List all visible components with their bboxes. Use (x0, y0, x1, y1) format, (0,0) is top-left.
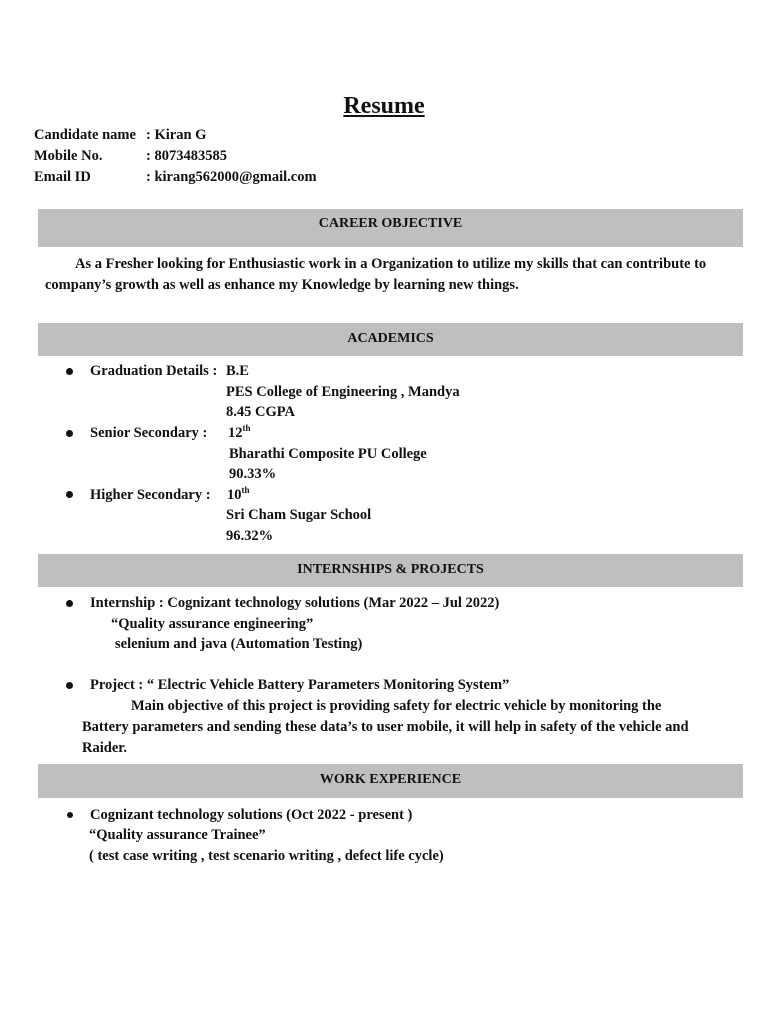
work-duties: ( test case writing , test scenario writing , defect life cycle) (89, 848, 444, 864)
graduation-college: PES College of Engineering , Mandya (226, 384, 460, 400)
work-experience-heading: WORK EXPERIENCE (38, 764, 743, 798)
internship-tech: selenium and java (Automation Testing) (115, 636, 363, 652)
email-label: Email ID (34, 169, 91, 185)
email-value: : kirang562000@gmail.com (146, 169, 317, 185)
internship-line: Internship : Cognizant technology solutions (Mar 2022 – Jul 2022) (90, 595, 500, 611)
mobile-value: : 8073483585 (146, 148, 227, 164)
career-objective-line-2: company’s growth as well as enhance my Knowledge by learning new things. (45, 277, 519, 293)
senior-secondary-grade: 12th (228, 423, 251, 441)
senior-secondary-college: Bharathi Composite PU College (229, 446, 427, 462)
higher-secondary-grade: 10th (227, 485, 250, 503)
career-objective-heading: CAREER OBJECTIVE (38, 209, 743, 247)
work-company-line: Cognizant technology solutions (Oct 2022 - present ) (90, 807, 413, 823)
higher-secondary-school: Sri Cham Sugar School (226, 507, 372, 523)
bullet-icon (66, 368, 73, 375)
bullet-icon (66, 491, 73, 498)
graduation-label: Graduation Details : (90, 363, 218, 379)
candidate-name-label: Candidate name (34, 127, 136, 143)
internship-role: “Quality assurance engineering” (111, 616, 314, 632)
higher-secondary-score: 96.32% (226, 528, 274, 544)
internships-projects-heading: INTERNSHIPS & PROJECTS (38, 554, 743, 587)
graduation-score: 8.45 CGPA (226, 404, 296, 420)
candidate-name-value: : Kiran G (146, 127, 207, 143)
resume-title: Resume (343, 93, 425, 119)
graduation-degree: B.E (226, 363, 249, 379)
academics-heading: ACADEMICS (38, 323, 743, 356)
project-description-3: Raider. (82, 740, 127, 756)
senior-secondary-label: Senior Secondary : (90, 425, 208, 441)
project-description-2: Battery parameters and sending these data’s to user mobile, it will help in safety of the vehicle and (82, 719, 689, 735)
mobile-label: Mobile No. (34, 148, 103, 164)
senior-secondary-score: 90.33% (229, 466, 277, 482)
project-line: Project : “ Electric Vehicle Battery Parameters Monitoring System” (90, 677, 510, 693)
career-objective-line-1: As a Fresher looking for Enthusiastic work in a Organization to utilize my skills that can contribute to (75, 256, 707, 272)
higher-secondary-label: Higher Secondary : (90, 487, 211, 503)
bullet-icon (66, 682, 73, 689)
bullet-icon (66, 600, 73, 607)
bullet-icon (67, 812, 73, 818)
bullet-icon (66, 430, 73, 437)
work-role: “Quality assurance Trainee” (89, 827, 266, 843)
project-description-1: Main objective of this project is providing safety for electric vehicle by monitoring the (131, 698, 662, 714)
